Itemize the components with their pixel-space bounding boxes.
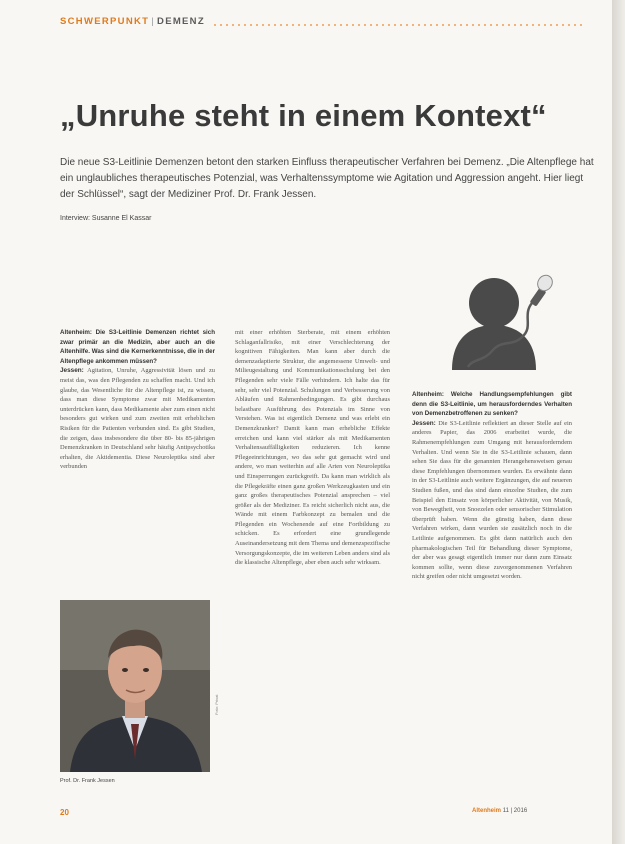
answer-speaker: Jessen: [60,367,84,375]
topic-label: DEMENZ [157,16,205,27]
interview-answer-continued: mit einer erhöhten Sterberate, mit einem erhöhten Schlaganfallrisiko, mit einer Verschlechterung der kognitiven Fähigkeiten. Man kann aber durch die demenzadaptierte Struktur, die angemessene Umwelt- und Milieugestaltung und Kommunikationsschulung bei den Pflegenden sehr viele Fälle verhindern. Ich halte das für sehr, sehr viel Potenzial. Schulungen und Verbesserung von Abläufen und Rahmenbedingungen. Es gibt durchaus belastbare Ausführung des Potenzials im Sinne von Verstehen. Was ist eigentlich Demenz und was erlebt ein Demenzkranker? Damit kann man erhebliche Effekte erreichen und kann viel stärker als mit Medikamenten Verhaltensauffälligkeiten reduzieren. Ich kenne Pflegeeinrichtungen, wo das sehr gut gemacht wird und andere, wo man weiterhin auf alle Arten von Neuroleptika und Einsperrungen zurückgreift. Da kann man wirklich als die Pflegekräfte einen ganz großen Werkzeugkasten und ein ganz großes therapeutisches Potenzial ansprechen – viel größer als der Mediziner. Es reicht sicherlich nicht aus, die Wände mit einem Farbkonzept zu bemalen und die Pflegenden ein Wochenende auf eine Fortbildung zu schicken. Es erfordert eine grundlegende Auseinandersetzung mit dem Thema und demenzspezifische Versorgungskonzepte, die im weiteren Leben anders sind als die klassische Altenpflege, aber eben auch sehr wirksam. [235,329,390,567]
answer-speaker: Jessen: [412,419,436,427]
text-column-1 [60,328,215,472]
photo-credit: Foto: Privat [214,694,219,715]
magazine-name: Altenheim [472,808,502,814]
magazine-footer [472,808,527,814]
interview-answer: Die S3-Leitlinie reflektiert an dieser Stelle auf ein anderes Papier, das 2006 erarbeitet wurde, die Rahmenempfehlungen zum Umgang mit herausforderndem Verhalten. Und wenn Sie in die S3-Leitlinie schauen, dann sehen Sie dass für die genannten Herangehensweisen genau diese Empfehlungen übernommen wurden. Es erwähnte dann in der S3-Leitlinie auch weitere Ergänzungen, die auf neueren Studien fußen, und das sind dann einzelne Studien, die zum Beispiel den Einsatz von körperlicher Aktivität, von Musik, von Bewegtheit, von Snoezelen oder sensorischer Stimulation überprüft haben. Wenn die günstig haben, dann diese Verfahren wirken, dann wurden sie zusätzlich noch in die Leitlinie aufgenommen. Es gibt dann natürlich auch den pharmakologischen Teil für Behandlung dieser Symptome, der aber was gesagt eigentlich immer nur dann zum Einsatz kommen sollte, wenn diese zuvorgenommenen Verfahren nicht greifen oder nicht umgesetzt worden. [412,419,572,581]
text-column-3 [412,390,572,582]
interview-question: Altenheim: Die S3-Leitlinie Demenzen richtet sich zwar primär an die Medizin, aber auch an die Altenhilfe. Was sind die Kernerkenntnisse, die in der Altenpflege ankommen müssen? [60,329,215,365]
page-gutter-shadow [612,0,625,844]
speaker-microphone-icon [442,255,562,395]
article-byline: Interview: Susanne El Kassar [60,215,152,222]
portrait-illustration [60,600,210,772]
article-headline: „Unruhe steht in einem Kontext“ [60,98,547,133]
issue-number: 11 | 2016 [502,808,528,814]
kicker-separator: | [151,16,156,27]
portrait-photo [60,600,210,772]
section-kicker [60,16,205,27]
section-label: SCHWERPUNKT [60,16,150,27]
kicker-dotted-rule [212,24,584,26]
interview-question: Altenheim: Welche Handlungsempfehlungen gibt denn die S3-Leitlinie, um herausforderndes Verhalten von Demenzbetroffenen zu senken? [412,391,572,418]
photo-caption: Prof. Dr. Frank Jessen [60,778,115,784]
interview-answer: Agitation, Unruhe, Aggressivität lösen und zu meist das, was den Pflegenden zu schaffen macht. Und ich glaube, das Wesentliche für die Altenpflege ist, zu wissen, dass man diese Symptome zwar mit Medikamenten unterdrücken kann, dass Medikamente aber zum einen nicht besonders gut wirken und zum zweiten mit erheblichen Risiken für die Patienten verbunden sind. Es gibt Studien, die zeigen, dass insbesondere die über 80- bis 85-jährigen Demenzkranken in Deutschland sehr häufig Antipsychotika erhalten, die Aktidementia. Diese Neuroleptika sind aber verbunden [60,367,216,471]
text-column-2 [235,328,390,568]
page-number: 20 [60,808,69,817]
article-lead: Die neue S3-Leitlinie Demenzen betont den starken Einfluss therapeutischer Verfahren bei Demenz. „Die Altenpflege hat ein unglaubliches therapeutisches Potenzial, was Verhaltenssymptome wie Agitation und Aggression angeht. Hier liegt der Schlüssel“, sagt der Mediziner Prof. Dr. Frank Jessen. [60,157,594,200]
